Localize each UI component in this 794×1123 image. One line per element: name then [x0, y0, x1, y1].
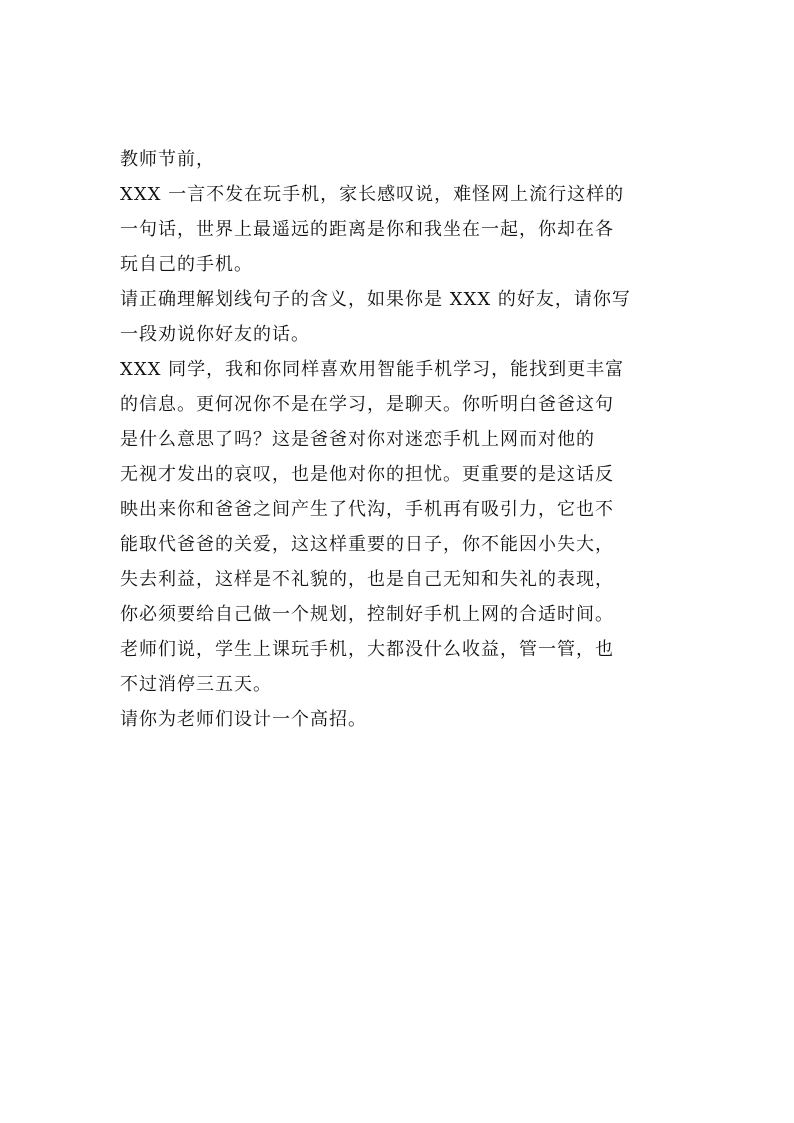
text-line: 请正确理解划线句子的含义，如果你是 XXX 的好友，请你写	[120, 289, 631, 310]
text-line: 失去利益，这样是不礼貌的，也是自己无知和失礼的表现，	[120, 569, 614, 590]
text-line: 你必须要给自己做一个规划，控制好手机上网的合适时间。	[120, 604, 614, 625]
text-line: XXX 同学，我和你同样喜欢用智能手机学习，能找到更丰富	[120, 359, 625, 380]
text-line: 玩自己的手机。	[120, 254, 253, 275]
text-line: 的信息。更何况你不是在学习，是聊天。你听明白爸爸这句	[120, 394, 614, 415]
text-line: 映出来你和爸爸之间产生了代沟，手机再有吸引力，它也不	[120, 499, 614, 520]
text-line: 一句话，世界上最遥远的距离是你和我坐在一起，你却在各	[120, 219, 614, 240]
text-line: 无视才发出的哀叹，也是他对你的担忧。更重要的是这话反	[120, 464, 614, 485]
text-line: 一段劝说你好友的话。	[120, 324, 310, 345]
document-body	[120, 142, 700, 737]
text-line: 是什么意思了吗？这是爸爸对你对迷恋手机上网而对他的	[120, 429, 595, 450]
text-line: XXX 一言不发在玩手机，家长感叹说，难怪网上流行这样的	[120, 184, 625, 205]
text-line: 教师节前，	[120, 149, 215, 170]
text-line: 不过消停三五天。	[120, 674, 272, 695]
text-line: 老师们说，学生上课玩手机，大都没什么收益，管一管，也	[120, 639, 614, 660]
text-line: 请你为老师们设计一个高招。	[120, 709, 367, 730]
text-line: 能取代爸爸的关爱，这这样重要的日子，你不能因小失大，	[120, 534, 614, 555]
